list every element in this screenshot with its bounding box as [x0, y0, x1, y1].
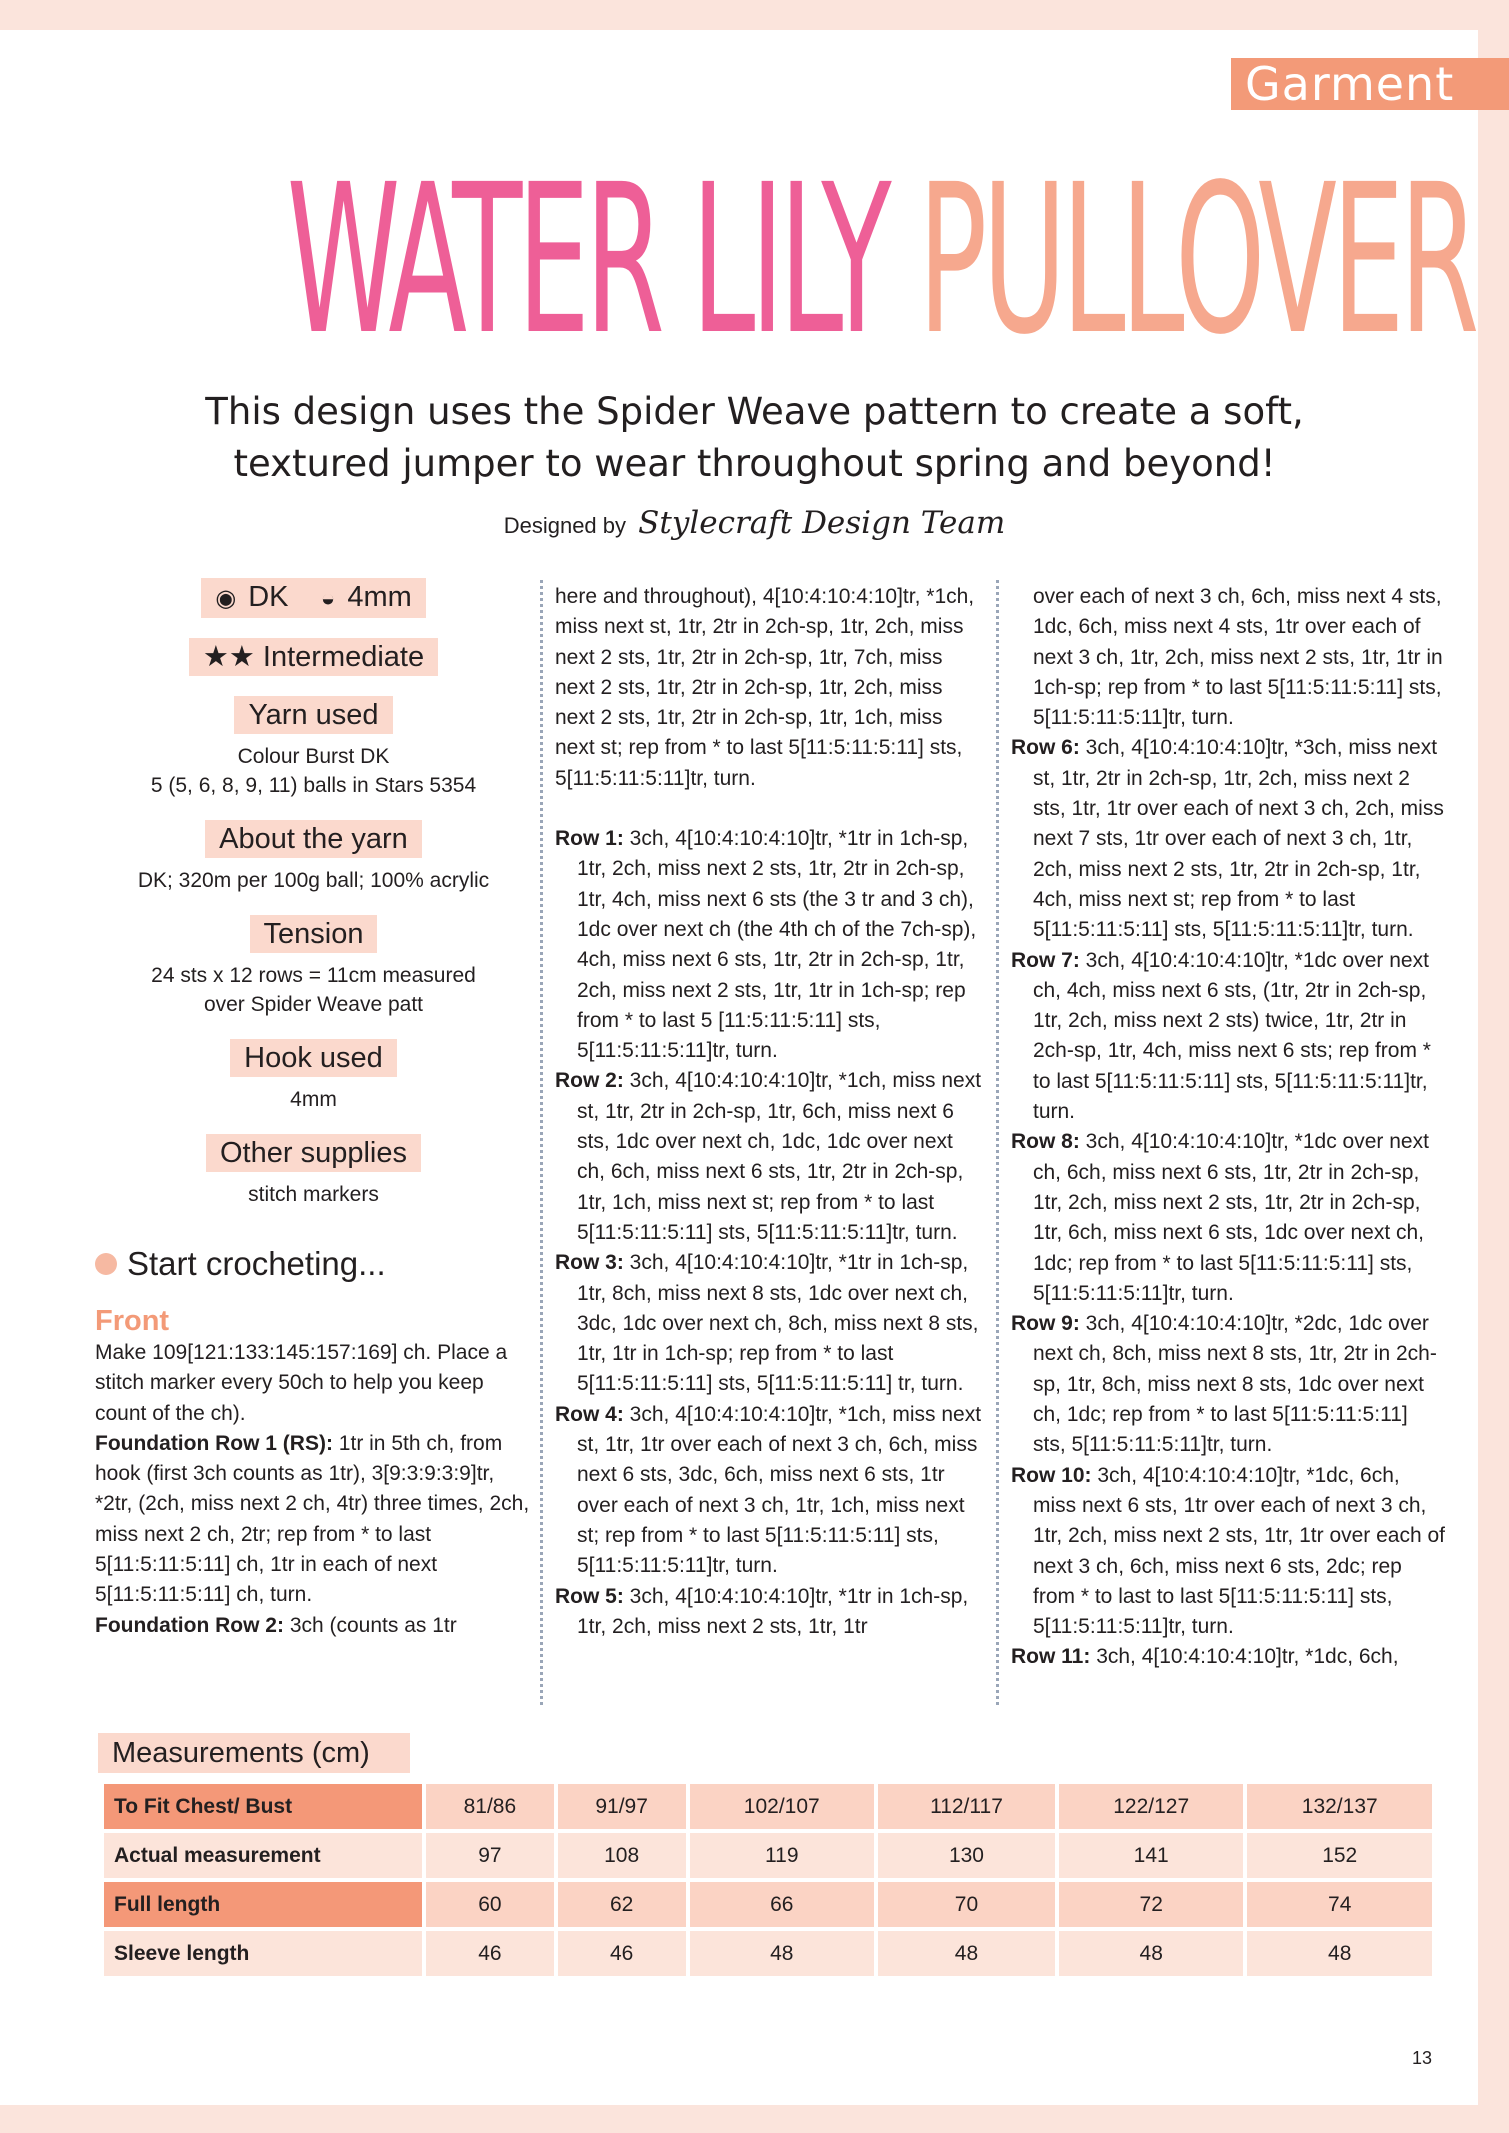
row-header: Full length [104, 1882, 422, 1927]
hook-block [95, 1039, 532, 1114]
foundation-row-1-text: 1tr in 5th ch, from hook (first 3ch counts as 1tr), 3[9:3:9:3:9]tr, *2tr, (2ch, miss next 2 ch, 4tr) three times, 2ch, miss next 2 ch, 2tr; rep from * to last 5[11:5:11:5:11] ch, 1tr in each of next 5[11:5:11:5:11] ch, turn. [95, 1431, 530, 1607]
row-text: 3ch, 4[10:4:10:4:10]tr, *1tr in 1ch-sp, 1tr, 2ch, miss next 2 sts, 1tr, 1tr [577, 1584, 969, 1638]
row-label: Row 4: [555, 1402, 624, 1426]
row-4 [555, 1400, 985, 1582]
table-cell: 122/127 [1059, 1784, 1244, 1829]
tension-line-2: over Spider Weave patt [203, 993, 424, 1016]
foundation-row-2-continued: here and throughout), 4[10:4:10:4:10]tr, *1ch, miss next st, 1tr, 2tr in 2ch-sp, 1tr, 2ch, miss next 2 sts, 1tr, 2tr in 2ch-sp, 1tr, 7ch, miss next 2 sts, 1tr, 2tr in 2ch-sp, 1tr, 2ch, miss next 2 sts, 1tr, 2tr in 2ch-sp, 1tr, 1ch, miss next st; rep from * to last 5[11:5:11:5:11] sts, 5[11:5:11:5:11]tr, turn. [555, 585, 975, 790]
table-cell: 81/86 [426, 1784, 554, 1829]
row-label: Row 5: [555, 1584, 624, 1608]
supplies-block [95, 1134, 532, 1209]
row-label: Row 8: [1011, 1130, 1080, 1154]
designer-name: Stylecraft Design Team [638, 505, 1006, 541]
table-cell: 130 [878, 1833, 1055, 1878]
table-row [104, 1833, 1432, 1878]
hook-heading: Hook used [230, 1039, 397, 1077]
table-cell: 152 [1247, 1833, 1432, 1878]
row-11 [1011, 1642, 1445, 1672]
table-cell: 46 [558, 1931, 686, 1976]
row-header: Sleeve length [104, 1931, 422, 1976]
row-text: 3ch, 4[10:4:10:4:10]tr, *1dc over next ch, 4ch, miss next 6 sts, (1tr, 2tr in 2ch-sp, 1tr, 2ch, miss next 2 sts) twice, 1tr, 2tr in 2ch-sp, 1tr, 4ch, miss next 6 sts; rep from * to last 5[11:5:11:5:11] sts, 5[11:5:11:5:11]tr, turn. [1033, 948, 1431, 1124]
measurements-table [100, 1780, 1436, 1980]
table-cell: 97 [426, 1833, 554, 1878]
table-cell: 119 [690, 1833, 875, 1878]
title-part-1: WATER LILY [286, 140, 887, 380]
column-divider [996, 580, 999, 1705]
row-label: Row 1: [555, 827, 624, 851]
table-cell: 66 [690, 1882, 875, 1927]
spec-block [95, 578, 532, 618]
yarn-name: Colour Burst DK [237, 745, 390, 768]
row-label: Row 11: [1011, 1645, 1091, 1669]
skill-level: ★★ Intermediate [189, 638, 438, 676]
subtitle-line-2: textured jumper to wear throughout spring and beyond! [233, 442, 1276, 485]
yarn-used-text [95, 742, 532, 800]
row-text: 3ch, 4[10:4:10:4:10]tr, *1tr in 1ch-sp, 1tr, 8ch, miss next 8 sts, 1dc over next ch, 3dc, 1dc over next ch, 8ch, miss next 8 sts, 1tr, 1tr in 1ch-sp; rep from * to last 5[11:5:11:5:11] sts, 5[11:5:11:5:11] tr, turn. [577, 1251, 979, 1396]
row-header: To Fit Chest/ Bust [104, 1784, 422, 1829]
page-number: 13 [1412, 2048, 1433, 2068]
row-text: 3ch, 4[10:4:10:4:10]tr, *1dc over next ch, 6ch, miss next 6 sts, 1tr, 2tr in 2ch-sp, 1tr, 2ch, miss next 2 sts, 1tr, 2tr in 2ch-sp, 1tr, 6ch, miss next 6 sts, 1dc over next ch, 1dc; rep from * to last 5[11:5:11:5:11] sts, 5[11:5:11:5:11]tr, turn. [1033, 1130, 1429, 1305]
row-8 [1011, 1127, 1445, 1309]
row-text: 3ch, 4[10:4:10:4:10]tr, *1ch, miss next st, 1tr, 2tr in 2ch-sp, 1tr, 6ch, miss next 6 sts, 1dc over next ch, 1dc, 1dc over next ch, 6ch, miss next 6 sts, 1tr, 2tr in 2ch-sp, 1tr, 1ch, miss next st; rep from * to last 5[11:5:11:5:11] sts, 5[11:5:11:5:11]tr, turn. [577, 1069, 982, 1244]
row-6 [1011, 733, 1445, 945]
title-part-2: PULLOVER [918, 140, 1475, 380]
table-cell: 141 [1059, 1833, 1244, 1878]
row-5 [555, 1582, 985, 1643]
yarn-ball-icon: ◉ [215, 585, 237, 612]
table-cell: 132/137 [1247, 1784, 1432, 1829]
table-cell: 48 [690, 1931, 875, 1976]
tension-line-1: 24 sts x 12 rows = 11cm measured [151, 964, 476, 987]
row-label: Row 6: [1011, 736, 1080, 760]
front-intro: Make 109[121:133:145:157:169] ch. Place a stitch marker every 50ch to help you keep count of the ch). [95, 1341, 508, 1425]
foundation-row-2 [95, 1611, 532, 1641]
row-label: Row 3: [555, 1251, 624, 1275]
table-cell: 60 [426, 1882, 554, 1927]
table-row [104, 1931, 1432, 1976]
tension-text [95, 961, 532, 1019]
row-text: 3ch, 4[10:4:10:4:10]tr, *1dc, 6ch, [1090, 1645, 1399, 1669]
level-block [95, 638, 532, 676]
hook-text: 4mm [290, 1088, 337, 1111]
table-cell: 48 [1059, 1931, 1244, 1976]
table-row [104, 1882, 1432, 1927]
table-row [104, 1784, 1432, 1829]
hook-size: 4mm [347, 581, 412, 613]
front-heading: Front [95, 1305, 170, 1337]
instructions-column-2 [555, 582, 985, 1642]
measurements-heading: Measurements (cm) [98, 1733, 410, 1773]
row-9 [1011, 1309, 1445, 1460]
row-7 [1011, 946, 1445, 1128]
table-cell: 70 [878, 1882, 1055, 1927]
table-cell: 91/97 [558, 1784, 686, 1829]
table-cell: 72 [1059, 1882, 1244, 1927]
table-cell: 48 [878, 1931, 1055, 1976]
spacer [555, 794, 985, 824]
about-yarn-text: DK; 320m per 100g ball; 100% acrylic [137, 869, 490, 892]
row-text: 3ch, 4[10:4:10:4:10]tr, *2dc, 1dc over next ch, 8ch, miss next 8 sts, 1tr, 2tr in 2ch-sp, 1tr, 8ch, miss next 8 sts, 1dc over next ch, 1dc; rep from * to last 5[11:5:11:5:11] sts, 5[11:5:11:5:11]tr, turn. [1033, 1312, 1437, 1457]
table-cell: 112/117 [878, 1784, 1055, 1829]
front-instructions [95, 1338, 532, 1641]
table-cell: 108 [558, 1833, 686, 1878]
table-cell: 46 [426, 1931, 554, 1976]
yarn-used-block [95, 696, 532, 800]
supplies-heading: Other supplies [206, 1134, 421, 1172]
row-10 [1011, 1461, 1445, 1643]
yarn-used-heading: Yarn used [234, 696, 392, 734]
about-yarn-block [95, 820, 532, 895]
row-text: 3ch, 4[10:4:10:4:10]tr, *1ch, miss next st, 1tr, 1tr over each of next 3 ch, 6ch, miss next 6 sts, 3dc, 6ch, miss next 6 sts, 1tr over each of next 3 ch, 1tr, 1ch, miss next st; rep from * to last 5[11:5:11:5:11] sts, 5[11:5:11:5:11]tr, turn. [577, 1402, 982, 1578]
row-header: Actual measurement [104, 1833, 422, 1878]
foundation-row-2-text: 3ch (counts as 1tr [283, 1613, 457, 1637]
subtitle-line-1: This design uses the Spider Weave pattern to create a soft, [205, 390, 1304, 433]
table-cell: 102/107 [690, 1784, 875, 1829]
row-3 [555, 1248, 985, 1399]
yarn-quantity: 5 (5, 6, 8, 9, 11) balls in Stars 5354 [150, 774, 477, 797]
table-cell: 74 [1247, 1882, 1432, 1927]
page-title [286, 140, 1475, 380]
foundation-row-1-label: Foundation Row 1 (RS): [95, 1431, 333, 1455]
designer-label: Designed by [503, 513, 627, 538]
row-text: 3ch, 4[10:4:10:4:10]tr, *1dc, 6ch, miss next 6 sts, 1tr over each of next 3 ch, 1tr, 2ch, miss next 2 sts, 1tr, 1tr over each of next 3 ch, 6ch, miss next 6 sts, 2dc; rep from * to last to last 5[11:5:11:5:11] sts, 5[11:5:11:5:11]tr, turn. [1033, 1463, 1446, 1639]
yarn-weight-pill [201, 578, 426, 618]
start-heading [95, 1245, 532, 1283]
instructions-column-3 [1011, 582, 1445, 1673]
designer-credit [0, 505, 1509, 541]
foundation-row-1 [95, 1429, 532, 1611]
foundation-row-2-label: Foundation Row 2: [95, 1613, 284, 1637]
about-yarn-heading: About the yarn [205, 820, 422, 858]
hook-icon: ◒ [320, 585, 336, 612]
row-label: Row 9: [1011, 1312, 1080, 1336]
section-tab: Garment [1231, 58, 1509, 110]
row-1 [555, 824, 985, 1066]
column-divider [540, 580, 543, 1705]
row-5-continued: over each of next 3 ch, 6ch, miss next 4 sts, 1dc, 6ch, miss next 4 sts, 1tr over each of next 3 ch, 1tr, 2ch, miss next 2 sts, 1tr, 1tr in 1ch-sp; rep from * to last 5[11:5:11:5:11] sts, 5[11:5:11:5:11]tr, turn. [1033, 585, 1443, 730]
supplies-text: stitch markers [248, 1183, 379, 1206]
row-label: Row 10: [1011, 1463, 1092, 1487]
row-2 [555, 1066, 985, 1248]
row-text: 3ch, 4[10:4:10:4:10]tr, *1tr in 1ch-sp, 1tr, 2ch, miss next 2 sts, 1tr, 2tr in 2ch-sp, 1tr, 4ch, miss next 6 sts (the 3 tr and 3 ch), 1dc over next ch (the 4th ch of the 7ch-sp), 4ch, miss next 6 sts, 1tr, 2tr in 2ch-sp, 1tr, 2ch, miss next 2 sts, 1tr, 1tr in 1ch-sp; rep from * to last 5 [11:5:11:5:11] sts, 5[11:5:11:5:11]tr, turn. [577, 827, 977, 1063]
info-column [95, 578, 532, 1641]
start-heading-text: Start crocheting... [127, 1245, 386, 1282]
yarn-weight: DK [248, 581, 289, 613]
yarn-ball-icon [95, 1253, 117, 1275]
tension-heading: Tension [250, 915, 378, 953]
row-text: 3ch, 4[10:4:10:4:10]tr, *3ch, miss next st, 1tr, 2tr in 2ch-sp, 1tr, 2ch, miss next 2 sts, 1tr, 1tr over each of next 3 ch, 2ch, miss next 7 sts, 1tr over each of next 3 ch, 1tr, 2ch, miss next 2 sts, 1tr, 2tr in 2ch-sp, 1tr, 4ch, miss next st; rep from * to last 5[11:5:11:5:11] sts, 5[11:5:11:5:11]tr, turn. [1033, 736, 1444, 942]
table-cell: 48 [1247, 1931, 1432, 1976]
subtitle [0, 386, 1509, 490]
row-label: Row 7: [1011, 948, 1080, 972]
row-label: Row 2: [555, 1069, 624, 1093]
table-cell: 62 [558, 1882, 686, 1927]
tension-block [95, 915, 532, 1019]
